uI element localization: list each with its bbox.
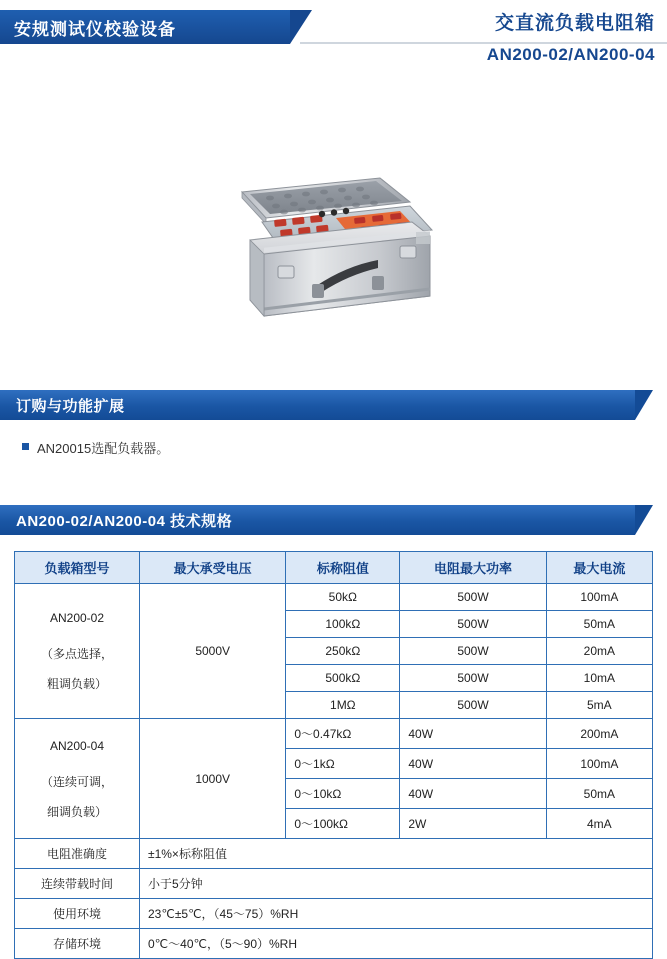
- order-section-bar-tail: [635, 390, 653, 420]
- foot-value-duration: 小于5分钟: [140, 869, 653, 899]
- cell-current: 50mA: [546, 779, 652, 809]
- group-model-cell-1: [15, 584, 140, 719]
- spec-table-wrap: [14, 551, 653, 959]
- table-row: [15, 869, 653, 899]
- cell-resistance: 500kΩ: [286, 665, 400, 692]
- order-section: [0, 390, 667, 457]
- cell-resistance: 1MΩ: [286, 692, 400, 719]
- spec-table: [14, 551, 653, 959]
- col-header-current: 最大电流: [546, 552, 652, 584]
- header-title-tab: [0, 10, 290, 44]
- cell-power: 500W: [400, 584, 546, 611]
- cell-current: 20mA: [546, 638, 652, 665]
- cell-resistance: 250kΩ: [286, 638, 400, 665]
- foot-label-storage-env: 存储环境: [15, 929, 140, 959]
- page-header: [0, 0, 667, 72]
- product-case-illustration: [204, 90, 464, 355]
- spec-section-bar-tail: [635, 505, 653, 535]
- foot-label-operating-env: 使用环境: [15, 899, 140, 929]
- table-row: [15, 899, 653, 929]
- cell-resistance: 0～0.47kΩ: [286, 719, 400, 749]
- model-line: AN200-04: [49, 738, 105, 753]
- product-image-area: [0, 80, 667, 380]
- foot-value-operating-env: 23℃±5℃，（45～75）%RH: [140, 899, 653, 929]
- table-header-row: [15, 552, 653, 584]
- cell-power: 40W: [400, 719, 546, 749]
- product-name: 交直流负载电阻箱: [494, 13, 655, 34]
- spec-section-title: AN200-02/AN200-04 技术规格: [16, 512, 233, 530]
- order-item-text: AN20015选配负载器。: [37, 441, 170, 456]
- product-models: AN200-02/AN200-04: [486, 45, 655, 64]
- cell-current: 10mA: [546, 665, 652, 692]
- header-product-info: [487, 8, 655, 65]
- order-section-bar: [0, 390, 635, 420]
- col-header-power: 电阻最大功率: [400, 552, 546, 584]
- cell-current: 200mA: [546, 719, 652, 749]
- cell-resistance: 100kΩ: [286, 611, 400, 638]
- order-bullet-list: [22, 438, 667, 457]
- col-header-voltage: 最大承受电压: [140, 552, 286, 584]
- model-line: 粗调负载）: [46, 677, 107, 691]
- foot-value-accuracy: ±1%×标称阻值: [140, 839, 653, 869]
- model-line: （连续可调，: [40, 774, 113, 789]
- cell-current: 5mA: [546, 692, 652, 719]
- table-row: [15, 584, 653, 611]
- cell-power: 40W: [400, 749, 546, 779]
- square-bullet-icon: [22, 443, 29, 450]
- table-row: [15, 719, 653, 749]
- table-row: [15, 929, 653, 959]
- col-header-resistance: 标称阻值: [286, 552, 400, 584]
- list-item: [22, 438, 667, 457]
- table-row: [15, 839, 653, 869]
- cell-current: 50mA: [546, 611, 652, 638]
- model-line: 细调负载）: [46, 804, 107, 819]
- header-tab-label: 安规测试仪校验设备: [14, 19, 176, 39]
- cell-resistance: 50kΩ: [286, 584, 400, 611]
- cell-current: 100mA: [546, 584, 652, 611]
- cell-resistance: 0～1kΩ: [286, 749, 400, 779]
- col-header-model: 负载箱型号: [15, 552, 140, 584]
- cell-power: 500W: [400, 692, 546, 719]
- cell-power: 500W: [400, 611, 546, 638]
- model-line: AN200-02: [49, 611, 105, 625]
- order-section-title: 订购与功能扩展: [16, 397, 125, 415]
- model-line: （多点选择，: [40, 647, 113, 661]
- cell-power: 2W: [400, 809, 546, 839]
- cell-power: 500W: [400, 638, 546, 665]
- cell-power: 40W: [400, 779, 546, 809]
- group-voltage-cell-1: 5000V: [140, 584, 286, 719]
- foot-label-accuracy: 电阻准确度: [15, 839, 140, 869]
- cell-current: 100mA: [546, 749, 652, 779]
- spec-section-bar: [0, 505, 635, 535]
- aluminum-case-icon: [204, 90, 464, 350]
- cell-resistance: 0～100kΩ: [286, 809, 400, 839]
- header-tab-tail-shape: [290, 10, 312, 44]
- spec-section: [0, 505, 667, 959]
- group-model-cell-2: [15, 719, 140, 839]
- cell-current: 4mA: [546, 809, 652, 839]
- cell-resistance: 0～10kΩ: [286, 779, 400, 809]
- cell-power: 500W: [400, 665, 546, 692]
- foot-label-duration: 连续带载时间: [15, 869, 140, 899]
- group-voltage-cell-2: 1000V: [140, 719, 286, 839]
- foot-value-storage-env: 0℃～40℃，（5～90）%RH: [140, 929, 653, 959]
